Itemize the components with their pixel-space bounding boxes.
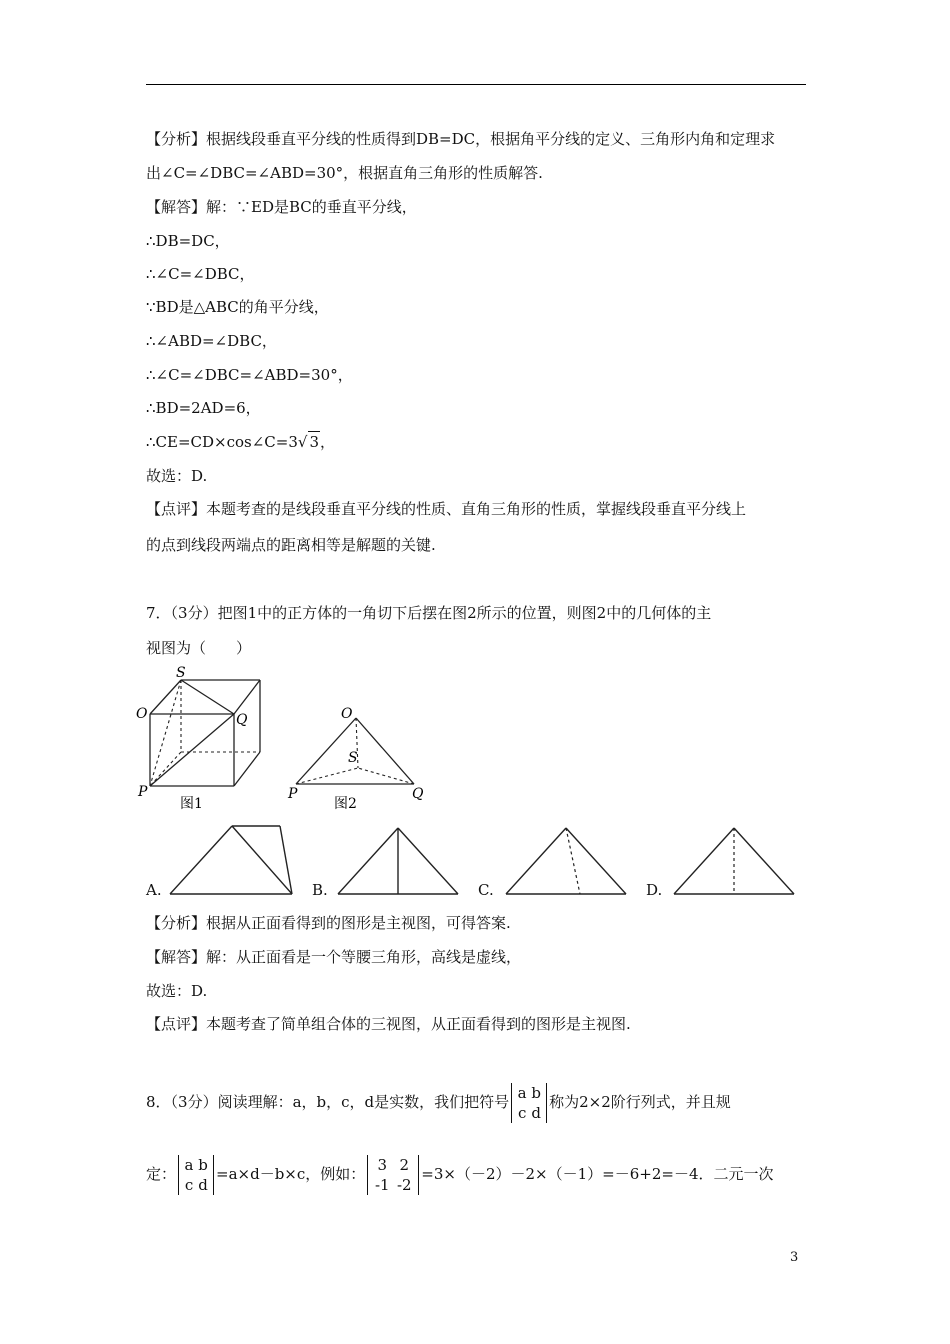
cube-figures xyxy=(136,662,436,822)
determinant-example xyxy=(367,1155,419,1195)
def-c: c xyxy=(184,1176,194,1194)
det-c: c xyxy=(517,1104,527,1122)
question-8-line-1 xyxy=(146,1083,731,1123)
formula-comma: ， xyxy=(320,433,336,451)
sqrt-sign: √ xyxy=(297,433,308,451)
determinant-symbol xyxy=(511,1083,547,1123)
option-c-figure xyxy=(502,822,630,898)
label-s: S xyxy=(176,665,186,681)
q7-answer: 故选：D. xyxy=(146,982,208,1000)
determinant-definition xyxy=(178,1155,214,1195)
q7-solution: 【解答】解：从正面看是一个等腰三角形，高线是虚线， xyxy=(146,948,522,966)
analysis-line-1: 【分析】根据线段垂直平分线的性质得到DB=DC，根据角平分线的定义、三角形内角和定理求 xyxy=(146,130,776,148)
fig2-label-o: O xyxy=(341,706,353,722)
solution-line-3: ∴∠C=∠DBC， xyxy=(146,265,255,283)
comment-line-1: 【点评】本题考查的是线段垂直平分线的性质、直角三角形的性质，掌握线段垂直平分线上 xyxy=(146,500,747,518)
def-a: a xyxy=(184,1156,194,1174)
q8-define-post: =3×（－2）－2×（－1）=－6+2=－4．二元一次 xyxy=(421,1165,774,1183)
q8-text-pre: 8．（3分）阅读理解：a，b，c，d是实数，我们把符号 xyxy=(146,1093,510,1111)
label-o: O xyxy=(136,706,148,722)
def-d: d xyxy=(198,1176,208,1194)
det-d: d xyxy=(531,1104,541,1122)
q8-text-post: 称为2×2阶行列式，并且规 xyxy=(549,1093,731,1111)
solution-line-8 xyxy=(146,431,335,452)
fig1-caption: 图1 xyxy=(180,796,203,812)
q7-analysis: 【分析】根据从正面看得到的图形是主视图，可得答案. xyxy=(146,914,511,932)
sqrt-radicand: 3 xyxy=(309,433,320,451)
solution-line-5: ∴∠ABD=∠DBC， xyxy=(146,332,277,350)
fig2-caption: 图2 xyxy=(334,796,357,812)
option-c-label: C. xyxy=(478,881,494,899)
option-d-label: D. xyxy=(646,881,663,899)
analysis-line-2: 出∠C=∠DBC=∠ABD=30°，根据直角三角形的性质解答. xyxy=(146,164,543,182)
def-b: b xyxy=(198,1156,208,1174)
fig2-label-p: P xyxy=(288,786,298,802)
option-b-label: B. xyxy=(312,881,328,899)
option-b-figure xyxy=(334,822,462,898)
solution-line-2: ∴DB=DC， xyxy=(146,232,230,250)
solution-line-7: ∴BD=2AD=6， xyxy=(146,399,261,417)
cos-formula-text: ∴CE=CD×cos∠C=3 xyxy=(146,433,298,451)
question-7-line-1: 7．（3分）把图1中的正方体的一角切下后摆在图2所示的位置，则图2中的几何体的主 xyxy=(146,604,712,622)
question-8-line-2 xyxy=(146,1155,774,1195)
fig2-label-s: S xyxy=(348,750,358,766)
option-d-figure xyxy=(670,822,798,898)
label-p: P xyxy=(138,784,148,800)
comment-line-2: 的点到线段两端点的距离相等是解题的关键. xyxy=(146,536,436,554)
label-q: Q xyxy=(236,712,248,728)
fig2-label-q: Q xyxy=(412,786,424,802)
header-rule xyxy=(146,84,806,85)
answer-line: 故选：D. xyxy=(146,467,208,485)
det-b: b xyxy=(531,1084,541,1102)
ex-b: 2 xyxy=(399,1156,410,1174)
q8-define-pre: 定： xyxy=(146,1165,177,1183)
page-number: 3 xyxy=(790,1250,799,1265)
ex-c: -1 xyxy=(374,1176,390,1194)
option-a-figure xyxy=(166,822,298,898)
det-a: a xyxy=(517,1084,527,1102)
q8-define-mid: =a×d－b×c，例如： xyxy=(216,1165,366,1183)
q7-comment: 【点评】本题考查了简单组合体的三视图，从正面看得到的图形是主视图. xyxy=(146,1015,631,1033)
solution-line-1: 【解答】解：∵ED是BC的垂直平分线， xyxy=(146,198,417,216)
option-a-label: A. xyxy=(146,881,162,899)
ex-a: 3 xyxy=(377,1156,388,1174)
solution-line-6: ∴∠C=∠DBC=∠ABD=30°， xyxy=(146,366,353,384)
question-7-line-2: 视图为（ ） xyxy=(146,639,252,657)
ex-d: -2 xyxy=(396,1176,412,1194)
solution-line-4: ∵BD是△ABC的角平分线， xyxy=(146,298,329,316)
